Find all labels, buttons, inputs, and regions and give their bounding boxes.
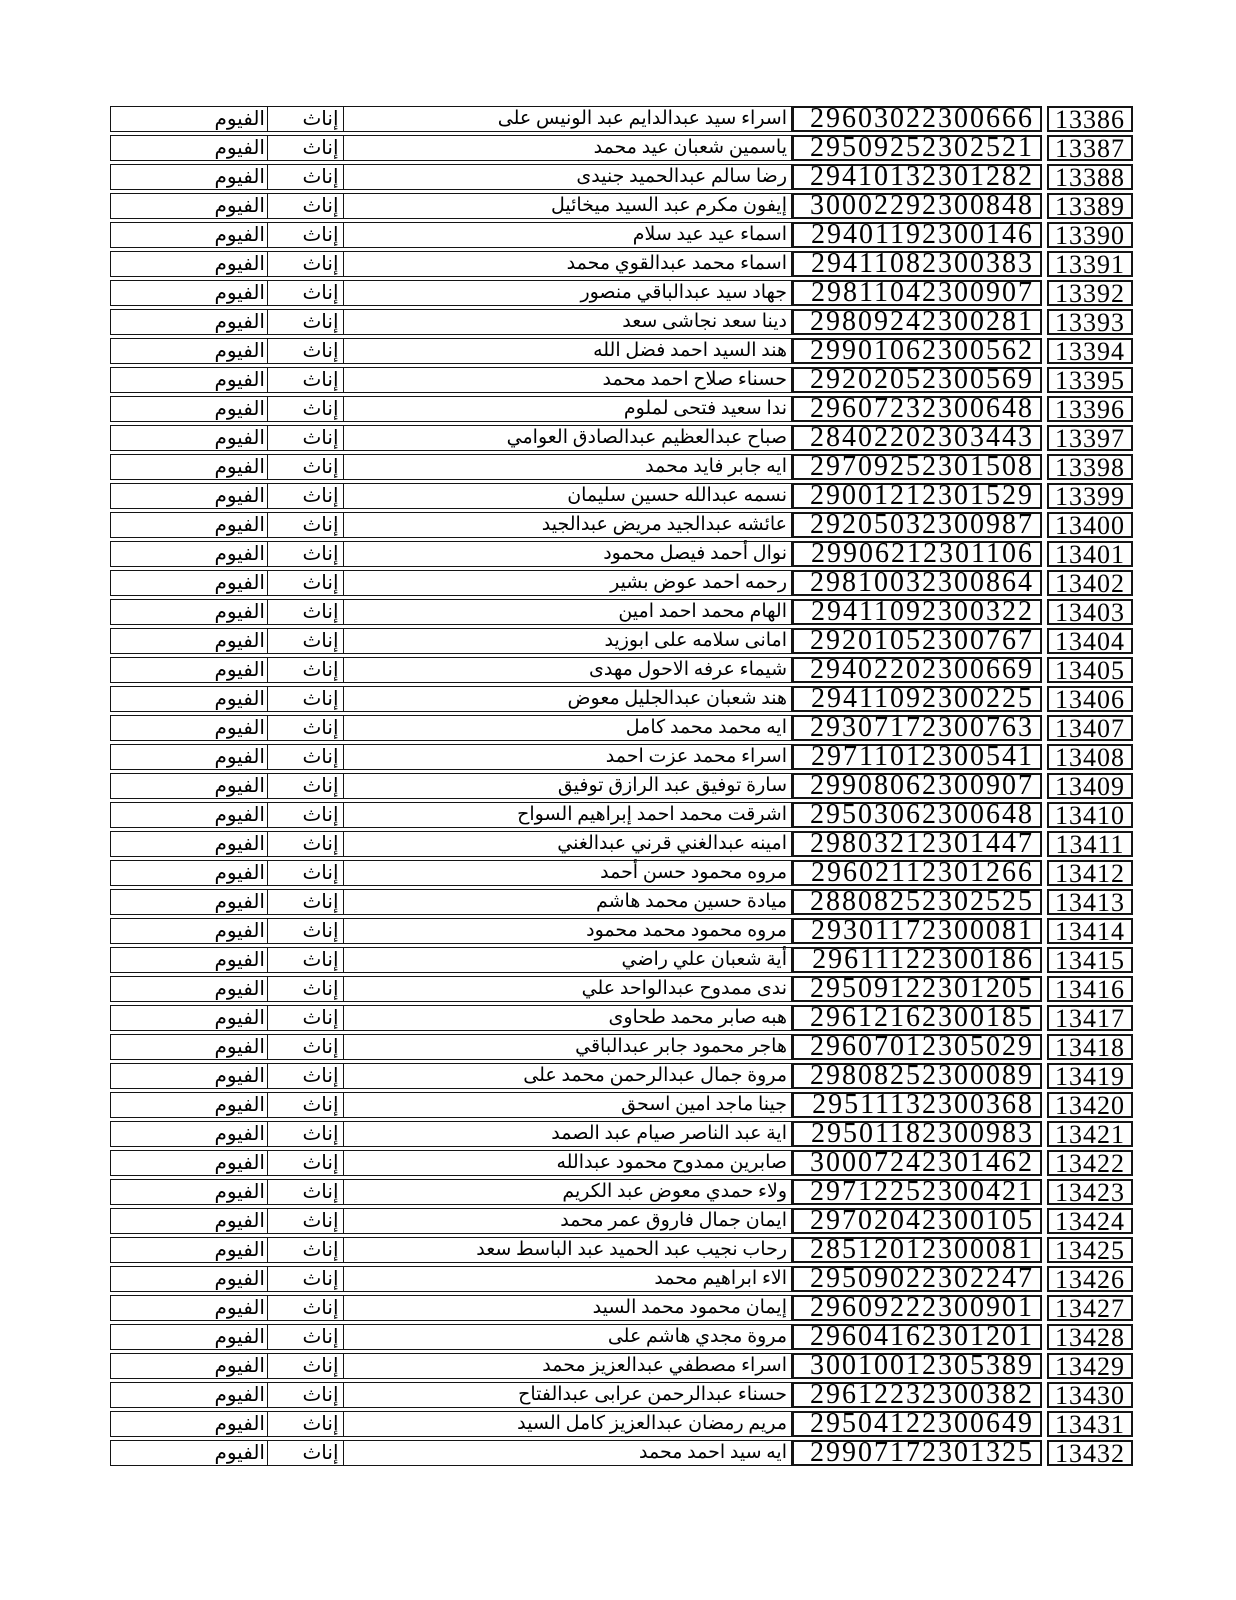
serial-cell: 13432 bbox=[1047, 1440, 1133, 1466]
serial-cell: 13422 bbox=[1047, 1150, 1133, 1176]
governorate-cell: الفيوم bbox=[110, 454, 268, 480]
governorate-cell: الفيوم bbox=[110, 976, 268, 1002]
national-id-cell: 29411082300383 bbox=[792, 251, 1042, 277]
governorate-cell: الفيوم bbox=[110, 1324, 268, 1350]
governorate-cell: الفيوم bbox=[110, 1440, 268, 1466]
governorate-cell: الفيوم bbox=[110, 512, 268, 538]
serial-cell: 13397 bbox=[1047, 425, 1133, 451]
table-row bbox=[110, 567, 1133, 598]
serial-cell: 13423 bbox=[1047, 1179, 1133, 1205]
table-row bbox=[110, 451, 1133, 482]
national-id-cell: 29411092300322 bbox=[792, 599, 1042, 625]
name-cell: جينا ماجد امين اسحق bbox=[343, 1092, 792, 1118]
table-row bbox=[110, 277, 1133, 308]
name-cell: اشرقت محمد احمد إبراهيم السواح bbox=[343, 802, 792, 828]
name-cell: اية عبد الناصر صيام عبد الصمد bbox=[343, 1121, 792, 1147]
table-row bbox=[110, 654, 1133, 685]
serial-cell: 13401 bbox=[1047, 541, 1133, 567]
serial-cell: 13406 bbox=[1047, 686, 1133, 712]
governorate-cell: الفيوم bbox=[110, 425, 268, 451]
serial-cell: 13429 bbox=[1047, 1353, 1133, 1379]
governorate-cell: الفيوم bbox=[110, 1208, 268, 1234]
governorate-cell: الفيوم bbox=[110, 918, 268, 944]
gender-cell: إناث bbox=[267, 512, 345, 538]
gender-cell: إناث bbox=[267, 135, 345, 161]
national-id-cell: 29607012305029 bbox=[792, 1034, 1042, 1060]
serial-cell: 13425 bbox=[1047, 1237, 1133, 1263]
name-cell: ميادة حسين محمد هاشم bbox=[343, 889, 792, 915]
table-row bbox=[110, 1321, 1133, 1352]
governorate-cell: الفيوم bbox=[110, 1237, 268, 1263]
national-id-cell: 29803212301447 bbox=[792, 831, 1042, 857]
serial-cell: 13391 bbox=[1047, 251, 1133, 277]
table-row bbox=[110, 1031, 1133, 1062]
governorate-cell: الفيوم bbox=[110, 802, 268, 828]
national-id-cell: 30002292300848 bbox=[792, 193, 1042, 219]
gender-cell: إناث bbox=[267, 338, 345, 364]
governorate-cell: الفيوم bbox=[110, 715, 268, 741]
table-row bbox=[110, 944, 1133, 975]
serial-cell: 13398 bbox=[1047, 454, 1133, 480]
name-cell: أية شعبان علي راضي bbox=[343, 947, 792, 973]
name-cell: ندا سعيد فتحى لملوم bbox=[343, 396, 792, 422]
name-cell: اسراء محمد عزت احمد bbox=[343, 744, 792, 770]
name-cell: دينا سعد نجاشى سعد bbox=[343, 309, 792, 335]
national-id-cell: 29201052300767 bbox=[792, 628, 1042, 654]
serial-cell: 13407 bbox=[1047, 715, 1133, 741]
serial-cell: 13430 bbox=[1047, 1382, 1133, 1408]
name-cell: إيمان محمود محمد السيد bbox=[343, 1295, 792, 1321]
gender-cell: إناث bbox=[267, 1034, 345, 1060]
gender-cell: إناث bbox=[267, 947, 345, 973]
serial-cell: 13394 bbox=[1047, 338, 1133, 364]
governorate-cell: الفيوم bbox=[110, 599, 268, 625]
governorate-cell: الفيوم bbox=[110, 686, 268, 712]
national-id-cell: 29202052300569 bbox=[792, 367, 1042, 393]
governorate-cell: الفيوم bbox=[110, 222, 268, 248]
table-row bbox=[110, 538, 1133, 569]
national-id-cell: 30010012305389 bbox=[792, 1353, 1042, 1379]
table-row bbox=[110, 1234, 1133, 1265]
table-row bbox=[110, 132, 1133, 163]
name-cell: هبه صابر محمد طحاوى bbox=[343, 1005, 792, 1031]
governorate-cell: الفيوم bbox=[110, 1150, 268, 1176]
national-id-cell: 29511132300368 bbox=[792, 1092, 1042, 1118]
national-id-cell: 29810032300864 bbox=[792, 570, 1042, 596]
gender-cell: إناث bbox=[267, 222, 345, 248]
serial-cell: 13399 bbox=[1047, 483, 1133, 509]
gender-cell: إناث bbox=[267, 1179, 345, 1205]
gender-cell: إناث bbox=[267, 251, 345, 277]
name-cell: حسناء عبدالرحمن عرابى عبدالفتاح bbox=[343, 1382, 792, 1408]
governorate-cell: الفيوم bbox=[110, 773, 268, 799]
national-id-cell: 29503062300648 bbox=[792, 802, 1042, 828]
serial-cell: 13420 bbox=[1047, 1092, 1133, 1118]
national-id-cell: 29711012300541 bbox=[792, 744, 1042, 770]
table-row bbox=[110, 248, 1133, 279]
gender-cell: إناث bbox=[267, 1150, 345, 1176]
governorate-cell: الفيوم bbox=[110, 1295, 268, 1321]
national-id-cell: 28512012300081 bbox=[792, 1237, 1042, 1263]
gender-cell: إناث bbox=[267, 860, 345, 886]
name-cell: اسراء سيد عبدالدايم عبد الونيس على bbox=[343, 106, 792, 132]
gender-cell: إناث bbox=[267, 106, 345, 132]
national-id-cell: 29410132301282 bbox=[792, 164, 1042, 190]
gender-cell: إناث bbox=[267, 1411, 345, 1437]
national-id-cell: 29307172300763 bbox=[792, 715, 1042, 741]
table-row bbox=[110, 1205, 1133, 1236]
serial-cell: 13393 bbox=[1047, 309, 1133, 335]
national-id-cell: 29607232300648 bbox=[792, 396, 1042, 422]
gender-cell: إناث bbox=[267, 657, 345, 683]
gender-cell: إناث bbox=[267, 483, 345, 509]
table-row bbox=[110, 973, 1133, 1004]
name-cell: هند السيد احمد فضل الله bbox=[343, 338, 792, 364]
table-row bbox=[110, 770, 1133, 801]
name-cell: الهام محمد احمد امين bbox=[343, 599, 792, 625]
governorate-cell: الفيوم bbox=[110, 338, 268, 364]
name-cell: رحاب نجيب عبد الحميد عبد الباسط سعد bbox=[343, 1237, 792, 1263]
governorate-cell: الفيوم bbox=[110, 570, 268, 596]
governorate-cell: الفيوم bbox=[110, 280, 268, 306]
name-cell: هاجر محمود جابر عبدالباقي bbox=[343, 1034, 792, 1060]
name-cell: حسناء صلاح احمد محمد bbox=[343, 367, 792, 393]
name-cell: هند شعبان عبدالجليل معوض bbox=[343, 686, 792, 712]
serial-cell: 13386 bbox=[1047, 106, 1133, 132]
table-row bbox=[110, 1089, 1133, 1120]
governorate-cell: الفيوم bbox=[110, 396, 268, 422]
gender-cell: إناث bbox=[267, 425, 345, 451]
gender-cell: إناث bbox=[267, 976, 345, 1002]
gender-cell: إناث bbox=[267, 1237, 345, 1263]
gender-cell: إناث bbox=[267, 1063, 345, 1089]
national-id-cell: 30007242301462 bbox=[792, 1150, 1042, 1176]
governorate-cell: الفيوم bbox=[110, 744, 268, 770]
gender-cell: إناث bbox=[267, 570, 345, 596]
table-row bbox=[110, 364, 1133, 395]
name-cell: اسماء عيد عيد سلام bbox=[343, 222, 792, 248]
serial-cell: 13396 bbox=[1047, 396, 1133, 422]
governorate-cell: الفيوم bbox=[110, 889, 268, 915]
national-id-cell: 29901062300562 bbox=[792, 338, 1042, 364]
serial-cell: 13416 bbox=[1047, 976, 1133, 1002]
table-row bbox=[110, 509, 1133, 540]
governorate-cell: الفيوم bbox=[110, 657, 268, 683]
national-id-cell: 29603022300666 bbox=[792, 106, 1042, 132]
table-row bbox=[110, 596, 1133, 627]
name-cell: صابرين ممدوح محمود عبدالله bbox=[343, 1150, 792, 1176]
name-cell: اسماء محمد عبدالقوي محمد bbox=[343, 251, 792, 277]
table-row bbox=[110, 741, 1133, 772]
table-row bbox=[110, 1379, 1133, 1410]
governorate-cell: الفيوم bbox=[110, 251, 268, 277]
national-id-cell: 29205032300987 bbox=[792, 512, 1042, 538]
table-row bbox=[110, 915, 1133, 946]
table-row bbox=[110, 828, 1133, 859]
governorate-cell: الفيوم bbox=[110, 860, 268, 886]
governorate-cell: الفيوم bbox=[110, 1266, 268, 1292]
name-cell: ايه جابر فايد محمد bbox=[343, 454, 792, 480]
national-id-cell: 29411092300225 bbox=[792, 686, 1042, 712]
name-cell: نسمه عبدالله حسين سليمان bbox=[343, 483, 792, 509]
gender-cell: إناث bbox=[267, 1382, 345, 1408]
name-cell: امينه عبدالغني قرني عبدالغني bbox=[343, 831, 792, 857]
national-id-cell: 29402202300669 bbox=[792, 657, 1042, 683]
governorate-cell: الفيوم bbox=[110, 309, 268, 335]
governorate-cell: الفيوم bbox=[110, 1034, 268, 1060]
gender-cell: إناث bbox=[267, 1092, 345, 1118]
governorate-cell: الفيوم bbox=[110, 628, 268, 654]
name-cell: عائشه عبدالجيد مريض عبدالجيد bbox=[343, 512, 792, 538]
table-row bbox=[110, 1263, 1133, 1294]
national-id-cell: 29509122301205 bbox=[792, 976, 1042, 1002]
table-row bbox=[110, 683, 1133, 714]
gender-cell: إناث bbox=[267, 628, 345, 654]
name-cell: إيفون مكرم عبد السيد ميخائيل bbox=[343, 193, 792, 219]
name-cell: ياسمين شعبان عيد محمد bbox=[343, 135, 792, 161]
serial-cell: 13387 bbox=[1047, 135, 1133, 161]
serial-cell: 13403 bbox=[1047, 599, 1133, 625]
table-row bbox=[110, 393, 1133, 424]
national-id-cell: 29809242300281 bbox=[792, 309, 1042, 335]
name-cell: سارة توفيق عبد الرازق توفيق bbox=[343, 773, 792, 799]
table-row bbox=[110, 1176, 1133, 1207]
national-id-cell: 29611122300186 bbox=[792, 947, 1042, 973]
serial-cell: 13426 bbox=[1047, 1266, 1133, 1292]
table-row bbox=[110, 1292, 1133, 1323]
name-cell: ايه سيد احمد محمد bbox=[343, 1440, 792, 1466]
gender-cell: إناث bbox=[267, 1295, 345, 1321]
table-row bbox=[110, 422, 1133, 453]
national-id-cell: 29808252300089 bbox=[792, 1063, 1042, 1089]
gender-cell: إناث bbox=[267, 367, 345, 393]
gender-cell: إناث bbox=[267, 309, 345, 335]
name-cell: مروه محمود محمد محمود bbox=[343, 918, 792, 944]
table-row bbox=[110, 1147, 1133, 1178]
governorate-cell: الفيوم bbox=[110, 1179, 268, 1205]
national-id-cell: 28808252302525 bbox=[792, 889, 1042, 915]
serial-cell: 13421 bbox=[1047, 1121, 1133, 1147]
name-cell: مروة مجدي هاشم على bbox=[343, 1324, 792, 1350]
gender-cell: إناث bbox=[267, 1208, 345, 1234]
serial-cell: 13410 bbox=[1047, 802, 1133, 828]
table-row bbox=[110, 799, 1133, 830]
serial-cell: 13424 bbox=[1047, 1208, 1133, 1234]
serial-cell: 13413 bbox=[1047, 889, 1133, 915]
governorate-cell: الفيوم bbox=[110, 1092, 268, 1118]
national-id-cell: 29612232300382 bbox=[792, 1382, 1042, 1408]
gender-cell: إناث bbox=[267, 889, 345, 915]
gender-cell: إناث bbox=[267, 802, 345, 828]
national-id-cell: 28402202303443 bbox=[792, 425, 1042, 451]
table-row bbox=[110, 306, 1133, 337]
national-id-cell: 29504122300649 bbox=[792, 1411, 1042, 1437]
name-cell: شيماء عرفه الاحول مهدى bbox=[343, 657, 792, 683]
governorate-cell: الفيوم bbox=[110, 1063, 268, 1089]
serial-cell: 13418 bbox=[1047, 1034, 1133, 1060]
table-row bbox=[110, 712, 1133, 743]
table-row bbox=[110, 1437, 1133, 1468]
national-id-cell: 29509252302521 bbox=[792, 135, 1042, 161]
national-id-cell: 29702042300105 bbox=[792, 1208, 1042, 1234]
name-cell: رضا سالم عبدالحميد جنيدى bbox=[343, 164, 792, 190]
gender-cell: إناث bbox=[267, 1324, 345, 1350]
serial-cell: 13388 bbox=[1047, 164, 1133, 190]
serial-cell: 13402 bbox=[1047, 570, 1133, 596]
national-id-cell: 29509022302247 bbox=[792, 1266, 1042, 1292]
gender-cell: إناث bbox=[267, 599, 345, 625]
gender-cell: إناث bbox=[267, 1440, 345, 1466]
serial-cell: 13414 bbox=[1047, 918, 1133, 944]
table-row bbox=[110, 103, 1133, 134]
table-row bbox=[110, 219, 1133, 250]
serial-cell: 13411 bbox=[1047, 831, 1133, 857]
serial-cell: 13428 bbox=[1047, 1324, 1133, 1350]
serial-cell: 13417 bbox=[1047, 1005, 1133, 1031]
gender-cell: إناث bbox=[267, 686, 345, 712]
gender-cell: إناث bbox=[267, 715, 345, 741]
serial-cell: 13419 bbox=[1047, 1063, 1133, 1089]
governorate-cell: الفيوم bbox=[110, 1353, 268, 1379]
gender-cell: إناث bbox=[267, 164, 345, 190]
table-row bbox=[110, 190, 1133, 221]
national-id-cell: 29602112301266 bbox=[792, 860, 1042, 886]
governorate-cell: الفيوم bbox=[110, 483, 268, 509]
national-id-cell: 29811042300907 bbox=[792, 280, 1042, 306]
table-row bbox=[110, 1060, 1133, 1091]
gender-cell: إناث bbox=[267, 773, 345, 799]
name-cell: نوال أحمد فيصل محمود bbox=[343, 541, 792, 567]
gender-cell: إناث bbox=[267, 193, 345, 219]
table-row bbox=[110, 161, 1133, 192]
serial-cell: 13415 bbox=[1047, 947, 1133, 973]
name-cell: صباح عبدالعظيم عبدالصادق العوامي bbox=[343, 425, 792, 451]
national-id-cell: 29612162300185 bbox=[792, 1005, 1042, 1031]
national-id-cell: 29604162301201 bbox=[792, 1324, 1042, 1350]
table-row bbox=[110, 1408, 1133, 1439]
gender-cell: إناث bbox=[267, 1266, 345, 1292]
name-cell: امانى سلامه على ابوزيد bbox=[343, 628, 792, 654]
national-id-cell: 29907172301325 bbox=[792, 1440, 1042, 1466]
serial-cell: 13400 bbox=[1047, 512, 1133, 538]
national-id-cell: 29001212301529 bbox=[792, 483, 1042, 509]
governorate-cell: الفيوم bbox=[110, 831, 268, 857]
governorate-cell: الفيوم bbox=[110, 541, 268, 567]
gender-cell: إناث bbox=[267, 1121, 345, 1147]
name-cell: مروه محمود حسن أحمد bbox=[343, 860, 792, 886]
governorate-cell: الفيوم bbox=[110, 106, 268, 132]
name-cell: رحمه احمد عوض بشير bbox=[343, 570, 792, 596]
gender-cell: إناث bbox=[267, 280, 345, 306]
serial-cell: 13408 bbox=[1047, 744, 1133, 770]
serial-cell: 13390 bbox=[1047, 222, 1133, 248]
national-id-cell: 29908062300907 bbox=[792, 773, 1042, 799]
serial-cell: 13409 bbox=[1047, 773, 1133, 799]
name-cell: مريم رمضان عبدالعزيز كامل السيد bbox=[343, 1411, 792, 1437]
governorate-cell: الفيوم bbox=[110, 1382, 268, 1408]
governorate-cell: الفيوم bbox=[110, 193, 268, 219]
records-table bbox=[110, 103, 1133, 1469]
name-cell: الاء ابراهيم محمد bbox=[343, 1266, 792, 1292]
serial-cell: 13389 bbox=[1047, 193, 1133, 219]
governorate-cell: الفيوم bbox=[110, 1121, 268, 1147]
gender-cell: إناث bbox=[267, 541, 345, 567]
name-cell: ندى ممدوح عبدالواحد علي bbox=[343, 976, 792, 1002]
name-cell: ايه محمد محمد كامل bbox=[343, 715, 792, 741]
national-id-cell: 29709252301508 bbox=[792, 454, 1042, 480]
serial-cell: 13431 bbox=[1047, 1411, 1133, 1437]
name-cell: ايمان جمال فاروق عمر محمد bbox=[343, 1208, 792, 1234]
governorate-cell: الفيوم bbox=[110, 135, 268, 161]
national-id-cell: 29712252300421 bbox=[792, 1179, 1042, 1205]
serial-cell: 13395 bbox=[1047, 367, 1133, 393]
gender-cell: إناث bbox=[267, 454, 345, 480]
name-cell: اسراء مصطفي عبدالعزيز محمد bbox=[343, 1353, 792, 1379]
national-id-cell: 29609222300901 bbox=[792, 1295, 1042, 1321]
table-row bbox=[110, 1118, 1133, 1149]
national-id-cell: 29401192300146 bbox=[792, 222, 1042, 248]
governorate-cell: الفيوم bbox=[110, 1005, 268, 1031]
table-row bbox=[110, 625, 1133, 656]
table-row bbox=[110, 886, 1133, 917]
serial-cell: 13405 bbox=[1047, 657, 1133, 683]
table-row bbox=[110, 480, 1133, 511]
governorate-cell: الفيوم bbox=[110, 947, 268, 973]
national-id-cell: 29906212301106 bbox=[792, 541, 1042, 567]
serial-cell: 13412 bbox=[1047, 860, 1133, 886]
name-cell: جهاد سيد عبدالباقي منصور bbox=[343, 280, 792, 306]
gender-cell: إناث bbox=[267, 744, 345, 770]
table-row bbox=[110, 335, 1133, 366]
serial-cell: 13427 bbox=[1047, 1295, 1133, 1321]
serial-cell: 13392 bbox=[1047, 280, 1133, 306]
gender-cell: إناث bbox=[267, 831, 345, 857]
gender-cell: إناث bbox=[267, 396, 345, 422]
governorate-cell: الفيوم bbox=[110, 1411, 268, 1437]
national-id-cell: 29301172300081 bbox=[792, 918, 1042, 944]
name-cell: ولاء حمدي معوض عبد الكريم bbox=[343, 1179, 792, 1205]
name-cell: مروة جمال عبدالرحمن محمد على bbox=[343, 1063, 792, 1089]
governorate-cell: الفيوم bbox=[110, 164, 268, 190]
serial-cell: 13404 bbox=[1047, 628, 1133, 654]
gender-cell: إناث bbox=[267, 918, 345, 944]
table-row bbox=[110, 1002, 1133, 1033]
gender-cell: إناث bbox=[267, 1005, 345, 1031]
gender-cell: إناث bbox=[267, 1353, 345, 1379]
table-row bbox=[110, 1350, 1133, 1381]
governorate-cell: الفيوم bbox=[110, 367, 268, 393]
table-row bbox=[110, 857, 1133, 888]
national-id-cell: 29501182300983 bbox=[792, 1121, 1042, 1147]
